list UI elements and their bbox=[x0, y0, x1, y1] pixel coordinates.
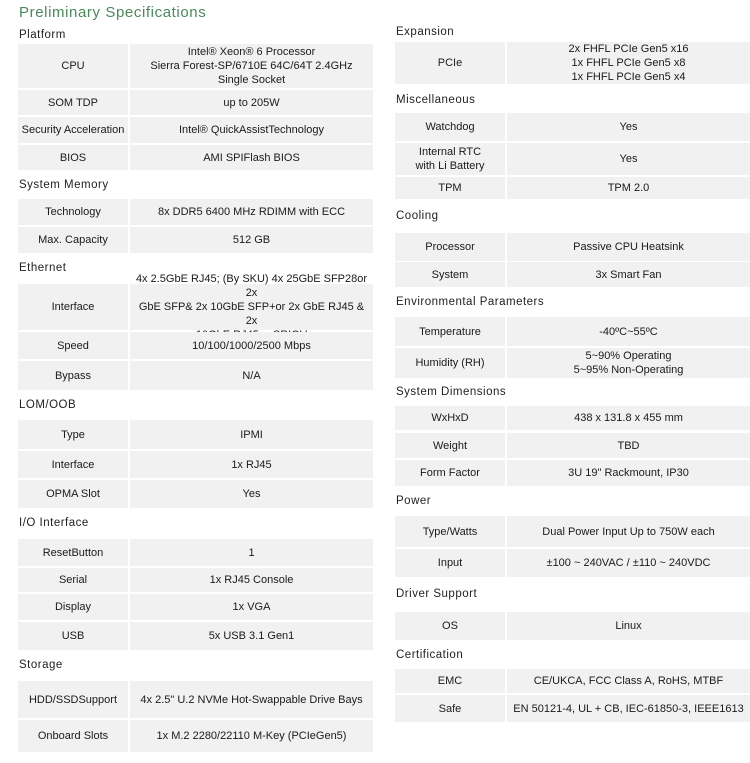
spec-value: 1x RJ45 bbox=[231, 458, 272, 471]
spec-value: ±100 ~ 240VAC / ±110 ~ 240VDC bbox=[546, 557, 711, 569]
spec-value: Intel® QuickAssistTechnology bbox=[178, 124, 325, 136]
spec-label-cell bbox=[395, 262, 505, 287]
spec-row-som-tdp bbox=[18, 90, 373, 115]
spec-value: 10/100/1000/2500 Mbps bbox=[192, 339, 311, 352]
spec-label-cell bbox=[18, 227, 128, 253]
spec-value-cell bbox=[507, 406, 750, 430]
spec-value-cell bbox=[130, 361, 373, 390]
spec-value-cell bbox=[130, 332, 373, 359]
spec-value-cell bbox=[507, 262, 750, 287]
spec-value: Yes bbox=[619, 153, 638, 165]
section-title-ethernet: Ethernet bbox=[19, 262, 67, 274]
spec-value: N/A bbox=[242, 369, 261, 382]
spec-value: 438 x 131.8 x 455 mm bbox=[574, 412, 683, 424]
section-title-environmental-parameters: Environmental Parameters bbox=[396, 296, 545, 308]
spec-label-cell bbox=[18, 332, 128, 359]
spec-value-cell bbox=[130, 568, 373, 592]
page-title: Preliminary Specifications bbox=[19, 4, 207, 21]
spec-value: Dual Power Input Up to 750W each bbox=[542, 525, 715, 538]
spec-value-cell bbox=[130, 90, 373, 115]
spec-label-cell bbox=[18, 361, 128, 390]
spec-value-cell bbox=[507, 433, 750, 458]
section-title-cooling: Cooling bbox=[396, 210, 439, 222]
spec-value: Passive CPU Heatsink bbox=[573, 241, 684, 253]
spec-label-cell bbox=[395, 460, 505, 486]
spec-row-opma-slot bbox=[18, 480, 373, 508]
spec-value: 2x FHFL PCIe Gen5 x16 1x FHFL PCIe Gen5 x8 1x FHFL PCIe Gen5 x4 bbox=[568, 43, 689, 83]
spec-label: Temperature bbox=[419, 325, 481, 338]
spec-label: USB bbox=[61, 630, 85, 642]
spec-row-os bbox=[395, 612, 750, 640]
spec-label-cell bbox=[18, 539, 128, 566]
spec-value: EN 50121-4, UL + CB, IEC-61850-3, IEEE1613 bbox=[513, 702, 744, 715]
spec-label: Technology bbox=[45, 206, 101, 218]
spec-value: AMI SPIFlash BIOS bbox=[203, 151, 300, 164]
spec-label: Weight bbox=[432, 439, 468, 452]
spec-value: 1 bbox=[248, 546, 255, 559]
spec-value-cell bbox=[130, 145, 373, 170]
section-title-expansion: Expansion bbox=[396, 26, 455, 38]
spec-label-cell bbox=[18, 622, 128, 650]
spec-row-humidity-rh bbox=[395, 348, 750, 378]
spec-label: ResetButton bbox=[42, 546, 104, 559]
spec-label: EMC bbox=[437, 675, 463, 687]
spec-value: -40ºC~55ºC bbox=[599, 325, 658, 338]
spec-label-cell bbox=[18, 720, 128, 752]
spec-value-cell bbox=[507, 695, 750, 722]
spec-label: Display bbox=[54, 601, 92, 613]
spec-row-weight bbox=[395, 433, 750, 458]
spec-label-cell bbox=[395, 177, 505, 199]
spec-row-wxhxd bbox=[395, 406, 750, 430]
spec-label-cell bbox=[395, 317, 505, 346]
spec-label-cell bbox=[395, 695, 505, 722]
spec-row-pcie bbox=[395, 42, 750, 84]
section-title-i-o-interface: I/O Interface bbox=[19, 517, 89, 529]
spec-row-hdd-ssdsupport bbox=[18, 681, 373, 718]
spec-value: 1x RJ45 Console bbox=[209, 574, 294, 586]
section-title-system-dimensions: System Dimensions bbox=[396, 386, 507, 398]
section-title-lom-oob: LOM/OOB bbox=[19, 399, 77, 411]
spec-row-temperature bbox=[395, 317, 750, 346]
spec-row-emc bbox=[395, 669, 750, 693]
section-title-storage: Storage bbox=[19, 659, 63, 671]
spec-row-interface bbox=[18, 451, 373, 478]
section-title-system-memory: System Memory bbox=[19, 179, 109, 191]
spec-row-input bbox=[395, 549, 750, 577]
spec-row-bios bbox=[18, 145, 373, 170]
spec-value-cell bbox=[130, 44, 373, 88]
spec-label-cell bbox=[395, 612, 505, 640]
spec-value-cell bbox=[130, 273, 373, 330]
spec-label-cell bbox=[18, 90, 128, 115]
spec-row-form-factor bbox=[395, 460, 750, 486]
section-title-power: Power bbox=[396, 495, 432, 507]
spec-label: Processor bbox=[425, 241, 475, 253]
spec-label: OS bbox=[442, 620, 458, 632]
spec-label-cell bbox=[18, 420, 128, 449]
spec-label-cell bbox=[18, 44, 128, 88]
spec-label: Humidity (RH) bbox=[415, 357, 485, 369]
spec-row-serial bbox=[18, 568, 373, 592]
spec-label-cell bbox=[18, 480, 128, 508]
spec-value-cell bbox=[507, 113, 750, 141]
spec-row-bypass bbox=[18, 361, 373, 390]
section-title-miscellaneous: Miscellaneous bbox=[396, 94, 476, 106]
spec-row-technology bbox=[18, 199, 373, 225]
spec-label: System bbox=[431, 268, 469, 281]
spec-value-cell bbox=[130, 622, 373, 650]
spec-row-type-watts bbox=[395, 516, 750, 547]
spec-value-cell bbox=[130, 227, 373, 253]
spec-label: Interface bbox=[51, 458, 95, 471]
spec-value-cell bbox=[130, 594, 373, 620]
spec-row-display bbox=[18, 594, 373, 620]
spec-label-cell bbox=[18, 568, 128, 592]
spec-label: PCIe bbox=[437, 57, 463, 69]
spec-row-speed bbox=[18, 332, 373, 359]
spec-label: HDD/SSDSupport bbox=[28, 693, 118, 706]
spec-row-system bbox=[395, 262, 750, 287]
spec-value-cell bbox=[507, 669, 750, 693]
spec-value: Yes bbox=[242, 488, 261, 500]
spec-row-type bbox=[18, 420, 373, 449]
spec-label: CPU bbox=[61, 60, 85, 72]
spec-row-tpm bbox=[395, 177, 750, 199]
spec-label: Speed bbox=[57, 339, 89, 352]
spec-value-cell bbox=[130, 681, 373, 718]
spec-value-cell bbox=[130, 199, 373, 225]
spec-label-cell bbox=[395, 516, 505, 547]
spec-label: OPMA Slot bbox=[46, 488, 100, 500]
spec-value-cell bbox=[507, 143, 750, 175]
spec-row-safe bbox=[395, 695, 750, 722]
spec-label-cell bbox=[18, 284, 128, 330]
spec-label-cell bbox=[18, 681, 128, 718]
spec-label: Type/Watts bbox=[422, 525, 478, 538]
spec-label: Security Acceleration bbox=[21, 124, 125, 136]
spec-value: Linux bbox=[615, 620, 642, 632]
spec-label: TPM bbox=[438, 182, 462, 194]
spec-value: 512 GB bbox=[232, 234, 271, 246]
spec-label: Internal RTC with Li Battery bbox=[415, 146, 485, 172]
spec-value-cell bbox=[130, 720, 373, 752]
spec-label-cell bbox=[18, 145, 128, 170]
spec-label: Type bbox=[61, 428, 85, 441]
spec-value: 1x VGA bbox=[232, 601, 271, 613]
spec-label: Onboard Slots bbox=[37, 730, 109, 742]
spec-value-cell bbox=[130, 117, 373, 143]
spec-value-cell bbox=[507, 460, 750, 486]
spec-value-cell bbox=[130, 480, 373, 508]
spec-value: 5x USB 3.1 Gen1 bbox=[208, 630, 295, 642]
spec-label: SOM TDP bbox=[48, 96, 98, 109]
spec-row-internal-rtc-with-li-battery bbox=[395, 143, 750, 175]
spec-value: up to 205W bbox=[223, 96, 280, 109]
spec-value-cell bbox=[507, 516, 750, 547]
spec-row-security-acceleration bbox=[18, 117, 373, 143]
spec-row-usb bbox=[18, 622, 373, 650]
spec-label: BIOS bbox=[59, 151, 87, 164]
spec-label: Form Factor bbox=[420, 467, 480, 479]
spec-label-cell bbox=[395, 433, 505, 458]
spec-value-cell bbox=[507, 348, 750, 378]
spec-label: Serial bbox=[58, 574, 88, 586]
spec-label: Interface bbox=[51, 301, 95, 313]
spec-value-cell bbox=[130, 539, 373, 566]
spec-value-cell bbox=[507, 42, 750, 84]
spec-label: Input bbox=[437, 557, 463, 569]
spec-value: 4x 2.5GbE RJ45; (By SKU) 4x 25GbE SFP28or 2x GbE SFP& 2x 10GbE SFP+or 2x GbE RJ45 & 2x bbox=[135, 273, 368, 327]
spec-row-processor bbox=[395, 233, 750, 261]
spec-label: WxHxD bbox=[431, 412, 469, 424]
spec-label-cell bbox=[395, 549, 505, 577]
spec-value: IPMI bbox=[240, 428, 263, 441]
spec-label-cell bbox=[395, 669, 505, 693]
section-title-driver-support: Driver Support bbox=[396, 588, 478, 600]
spec-value: Yes bbox=[619, 121, 638, 133]
spec-value: 1x M.2 2280/22110 M-Key (PCIeGen5) bbox=[156, 730, 347, 742]
spec-label-cell bbox=[18, 117, 128, 143]
spec-row-cpu bbox=[18, 44, 373, 88]
spec-value: Intel® Xeon® 6 Processor Sierra Forest-SP/6710E 64C/64T 2.4GHz Single Socket bbox=[150, 46, 353, 86]
spec-row-onboard-slots bbox=[18, 720, 373, 752]
spec-value-cell bbox=[130, 420, 373, 449]
spec-value-cell bbox=[507, 612, 750, 640]
spec-row-watchdog bbox=[395, 113, 750, 141]
spec-value: 5~90% Operating 5~95% Non-Operating bbox=[573, 350, 684, 376]
spec-row-max-capacity bbox=[18, 227, 373, 253]
spec-value: 3x Smart Fan bbox=[595, 268, 662, 281]
spec-label: Safe bbox=[438, 702, 462, 715]
spec-value-cell bbox=[130, 451, 373, 478]
spec-value: CE/UKCA, FCC Class A, RoHS, MTBF bbox=[533, 675, 724, 687]
spec-value: 4x 2.5" U.2 NVMe Hot-Swappable Drive Bays bbox=[140, 693, 363, 706]
spec-label: Bypass bbox=[54, 369, 92, 382]
spec-value-cell bbox=[507, 177, 750, 199]
spec-row-resetbutton bbox=[18, 539, 373, 566]
section-title-platform: Platform bbox=[19, 29, 66, 41]
spec-value: TPM 2.0 bbox=[607, 182, 650, 194]
spec-label-cell bbox=[395, 143, 505, 175]
spec-label-cell bbox=[18, 594, 128, 620]
spec-label-cell bbox=[18, 451, 128, 478]
spec-value: TBD bbox=[617, 439, 640, 452]
spec-label-cell bbox=[395, 113, 505, 141]
section-title-certification: Certification bbox=[396, 649, 464, 661]
spec-value: 3U 19" Rackmount, IP30 bbox=[568, 467, 689, 479]
spec-label-cell bbox=[395, 42, 505, 84]
spec-label: Watchdog bbox=[425, 121, 475, 133]
spec-label-cell bbox=[395, 233, 505, 261]
spec-label: Max. Capacity bbox=[38, 234, 108, 246]
spec-label-cell bbox=[18, 199, 128, 225]
spec-value-cell bbox=[507, 549, 750, 577]
spec-label-cell bbox=[395, 406, 505, 430]
spec-row-interface bbox=[18, 273, 373, 330]
spec-value: 8x DDR5 6400 MHz RDIMM with ECC bbox=[157, 206, 346, 218]
spec-label-cell bbox=[395, 348, 505, 378]
spec-value-cell bbox=[507, 233, 750, 261]
spec-value-cell bbox=[507, 317, 750, 346]
